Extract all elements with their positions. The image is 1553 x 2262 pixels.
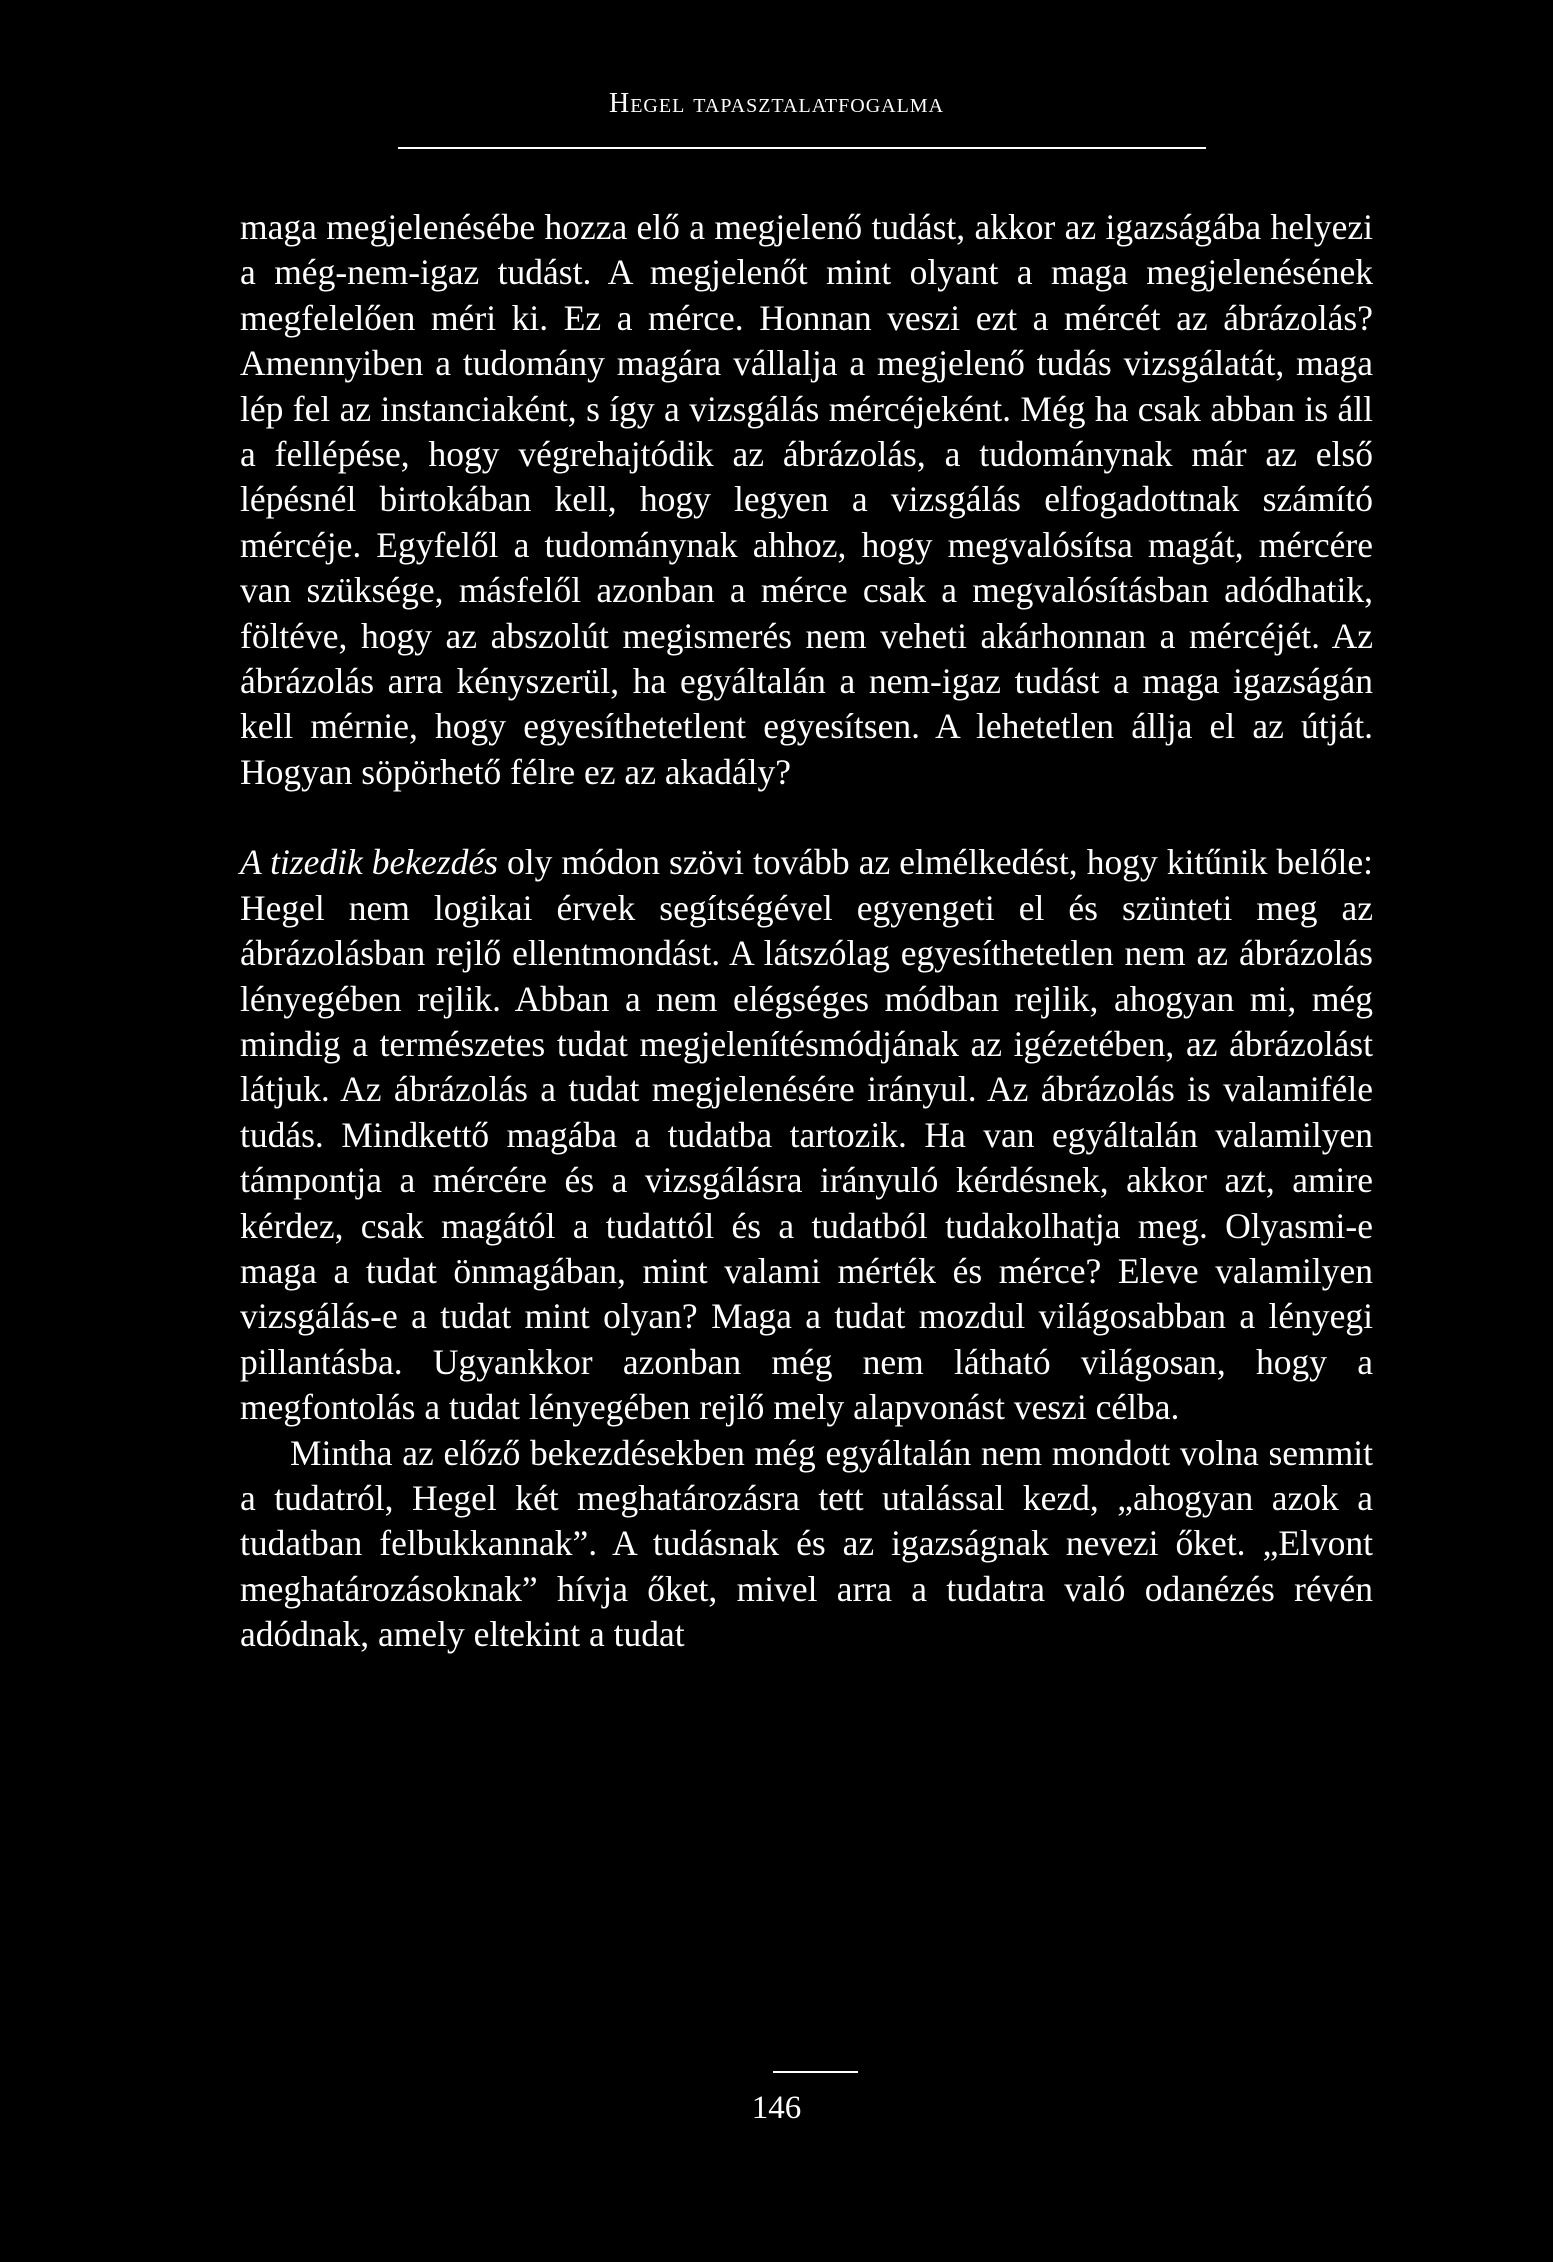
header-divider: [398, 147, 1206, 149]
paragraph-3: Mintha az előző bekezdésekben még egyáltalán nem mondott volna semmit a tudatról, Hegel két meghatározásra tett utalással kezd, „ahogyan azok a tudatban felbukkannak”. A tudásnak és az igazságnak nevezi őket. „Elvont meghatározásoknak” hívja őket, mivel arra a tudatra való odanézés révén adódnak, amely eltekint a tudat: [240, 1432, 1373, 1655]
page-number: 146: [751, 2090, 802, 2126]
paragraph-2-text: oly módon szövi tovább az elmélkedést, hogy kitűnik belőle: Hegel nem logikai érvek segítségével egyengeti el és szünteti meg az ábrázolásban rejlő ellentmondást. A látszólag egyesíthetetlen nem az ábrázolás lényegében rejlik. Abban a nem elégséges módban rejlik, ahogyan mi, még mindig a természetes tudat megjelenítésmódjának az igézetében, az ábrázolást látjuk. Az ábrázolás a tudat megjelenésére irányul. Az ábrázolás is valamiféle tudás. Mindkettő magába a tudatba tartozik. Ha van egyáltalán valamilyen támpontja a mércére és a vizsgálásra irányuló kérdésnek, akkor azt, amire kérdez, csak magától a tudattól és a tudatból tudakolhatja meg. Olyasmi-e maga a tudat önmagában, mint valami mérték és mérce? Eleve valamilyen vizsgálás-e a tudat mint olyan? Maga a tudat mozdul világosabban a lényegi pillantásba. Ugyankkor azonban még nem látható világosan, hogy a megfontolás a tudat lényegében rejlő mely alapvonást veszi célba.: [240, 842, 1373, 1428]
running-header: Hegel tapasztalatfogalma: [608, 88, 945, 119]
page-body: [240, 205, 1373, 1658]
paragraph-2-lead: A tizedik bekezdés: [240, 842, 498, 883]
footer-divider: [773, 2071, 858, 2073]
paragraph-1: maga megjelenésébe hozza elő a megjelenő tudást, akkor az igazságába helyezi a még-nem-igaz tudást. A megjelenőt mint olyant a maga megjelenésének megfelelően méri ki. Ez a mérce. Honnan veszi ezt a mércét az ábrázolás? Amennyiben a tudomány magára vállalja a megjelenő tudás vizsgálatát, maga lép fel az instanciaként, s így a vizsgálás mércéjeként. Még ha csak abban is áll a fellépése, hogy végrehajtódik az ábrázolás, a tudománynak már az első lépésnél birtokában kell, hogy legyen a vizsgálás elfogadottnak számító mércéje. Egyfelől a tudománynak ahhoz, hogy megvalósítsa magát, mércére van szüksége, másfelől azonban a mérce csak a megvalósításban adódhatik, föltéve, hogy az abszolút megismerés nem veheti akárhonnan a mércéjét. Az ábrázolás arra kényszerül, ha egyáltalán a nem-igaz tudást a maga igazságán kell mérnie, hogy egyesíthetetlent egyesítsen. A lehetetlen állja el az útját. Hogyan söpörhető félre ez az akadály?: [240, 207, 1373, 792]
paragraph-2: [240, 840, 1373, 1430]
